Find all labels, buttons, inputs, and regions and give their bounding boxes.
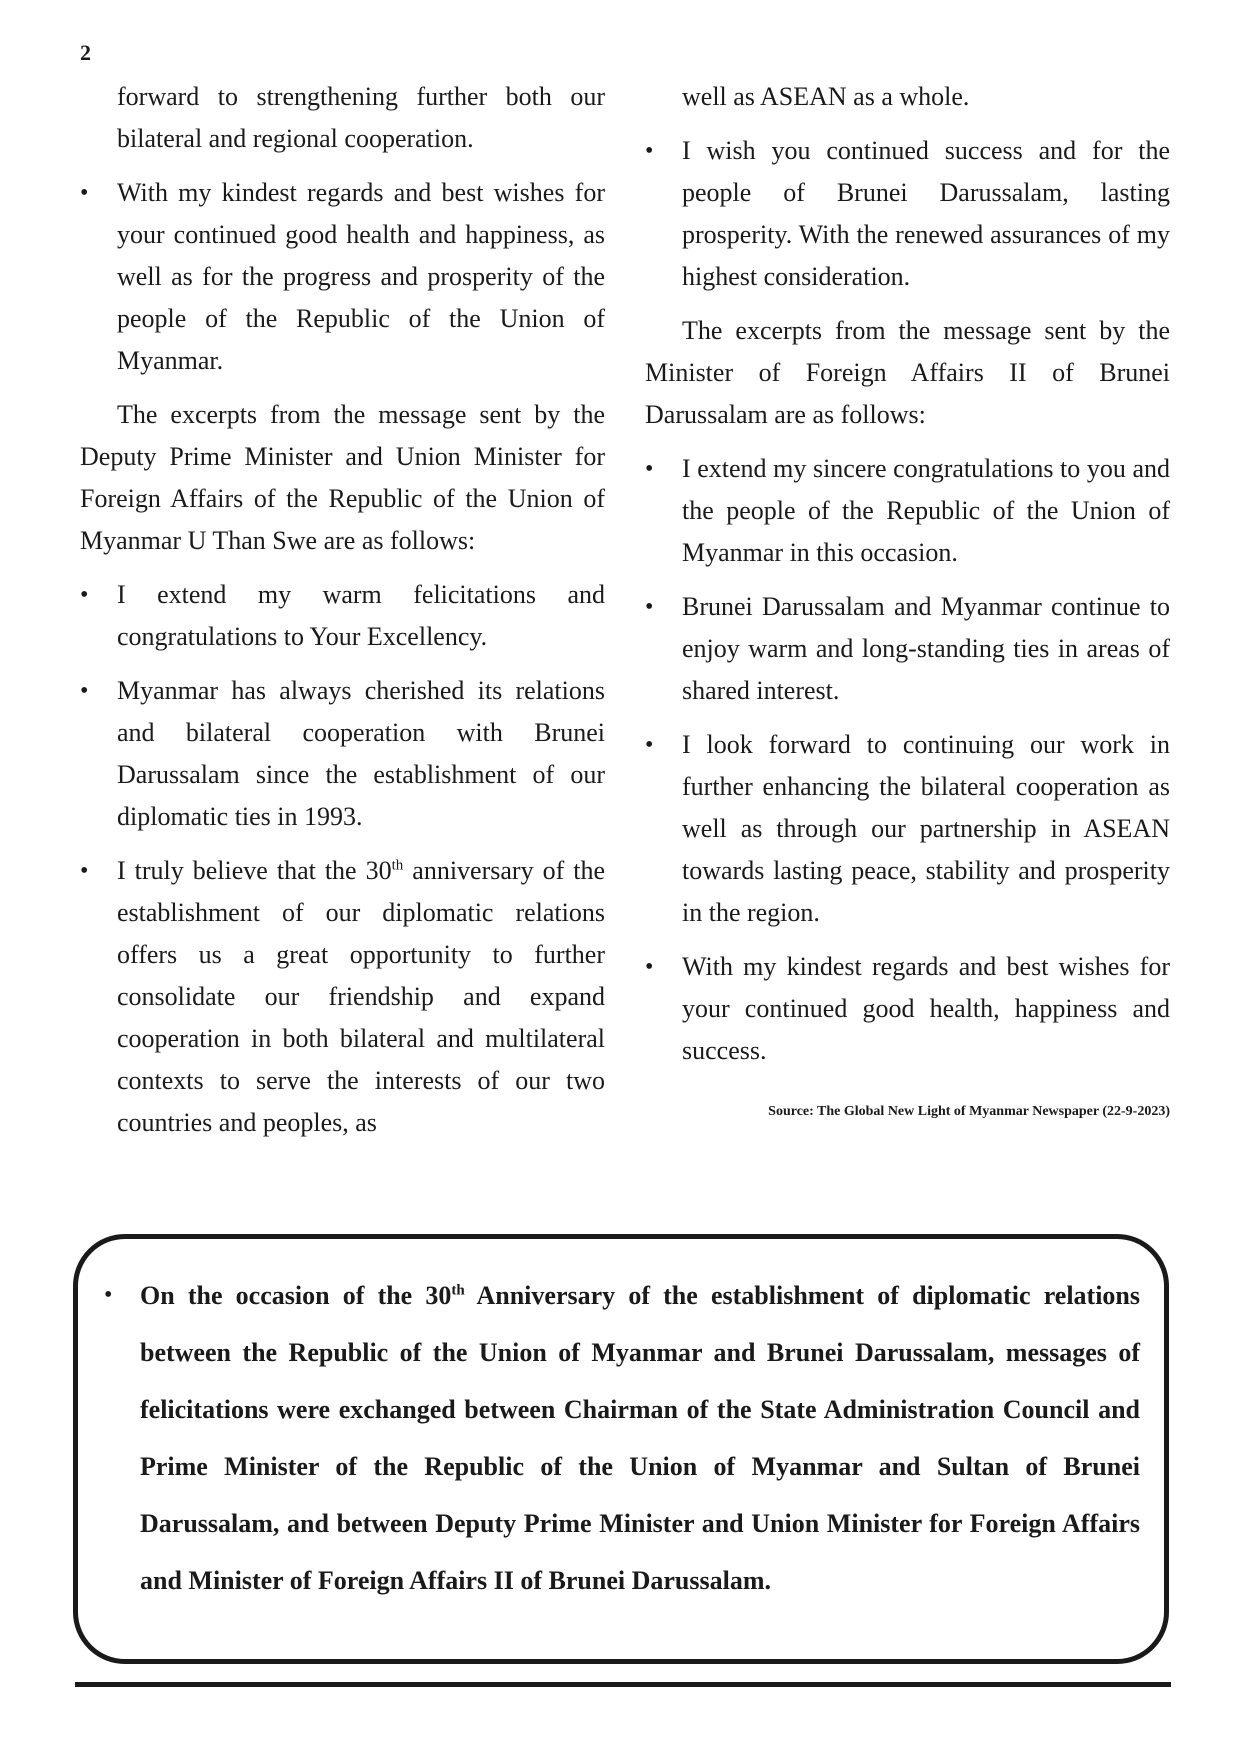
intro-paragraph: The excerpts from the message sent by the Deputy Prime Minister and Union Minister for Foreign Affairs of the Republic of the Union of Myanmar U Than Swe are as follows: (80, 400, 605, 555)
text-segment: I truly believe that the 30 (117, 856, 392, 885)
ordinal-superscript: th (451, 1282, 465, 1299)
bullet-item: • I look forward to continuing our work in further enhancing the bilateral cooperation as well as through our partnership in ASEAN towards lasting peace, stability and prosperity in the region. (645, 724, 1170, 934)
continuation-text: forward to strengthening further both our bilateral and regional cooperation. (117, 82, 605, 153)
bullet-item: • With my kindest regards and best wishes for your continued good health, happiness and success. (645, 946, 1170, 1072)
bullet-item: • I extend my warm felicitations and congratulations to Your Excellency. (80, 574, 605, 658)
bullet-item: • I wish you continued success and for the people of Brunei Darussalam, lasting prosperity. With the renewed assurances of my highest consideration. (645, 130, 1170, 298)
bullet-item: • I extend my sincere congratulations to you and the people of the Republic of the Union of Myanmar in this occasion. (645, 448, 1170, 574)
bullet-item-anniversary (80, 850, 605, 1144)
intro-paragraph: The excerpts from the message sent by the Minister of Foreign Affairs II of Brunei Darussalam are as follows: (645, 316, 1170, 429)
footer-divider (75, 1682, 1171, 1687)
bullet-item: • Myanmar has always cherished its relations and bilateral cooperation with Brunei Darussalam since the establishment of our diplomatic ties in 1993. (80, 670, 605, 838)
bullet-item: • Brunei Darussalam and Myanmar continue to enjoy warm and long-standing ties in areas of shared interest. (645, 586, 1170, 712)
ordinal-superscript: th (391, 857, 404, 874)
right-column (645, 76, 1170, 1134)
text-segment: Anniversary of the establishment of diplomatic relations between the Republic of the Union of Myanmar and Brunei Darussalam, messages of felicitations were exchanged between Chairman of the State Administration Council and Prime Minister of the Republic of the Union of Myanmar and Sultan of Brunei Darussalam, and between Deputy Prime Minister and Union Minister for Foreign Affairs and Minister of Foreign Affairs II of Brunei Darussalam. (140, 1281, 1141, 1595)
bullet-list (80, 574, 605, 1144)
text-segment: On the occasion of the 30 (140, 1281, 452, 1310)
source-citation: Source: The Global New Light of Myanmar Newspaper (22-9-2023) (768, 1104, 1170, 1119)
text-segment: anniversary of the establishment of our diplomatic relations offers us a great opportunity to further consolidate our friendship and expand cooperation in both bilateral and multilateral contexts to serve the interests of our two countries and peoples, as (117, 856, 605, 1137)
bullet-item: • With my kindest regards and best wishes for your continued good health and happiness, as well as for the progress and prosperity of the people of the Republic of the Union of Myanmar. (80, 172, 605, 382)
bullet-list (645, 448, 1170, 1072)
left-column (80, 76, 605, 1156)
bullet-list (645, 130, 1170, 298)
highlight-text (140, 1267, 1140, 1609)
highlight-box (73, 1234, 1169, 1664)
bullet-icon: • (104, 1282, 113, 1308)
bullet-list (80, 172, 605, 382)
page-number: 2 (80, 40, 91, 65)
continuation-text: well as ASEAN as a whole. (682, 82, 970, 111)
